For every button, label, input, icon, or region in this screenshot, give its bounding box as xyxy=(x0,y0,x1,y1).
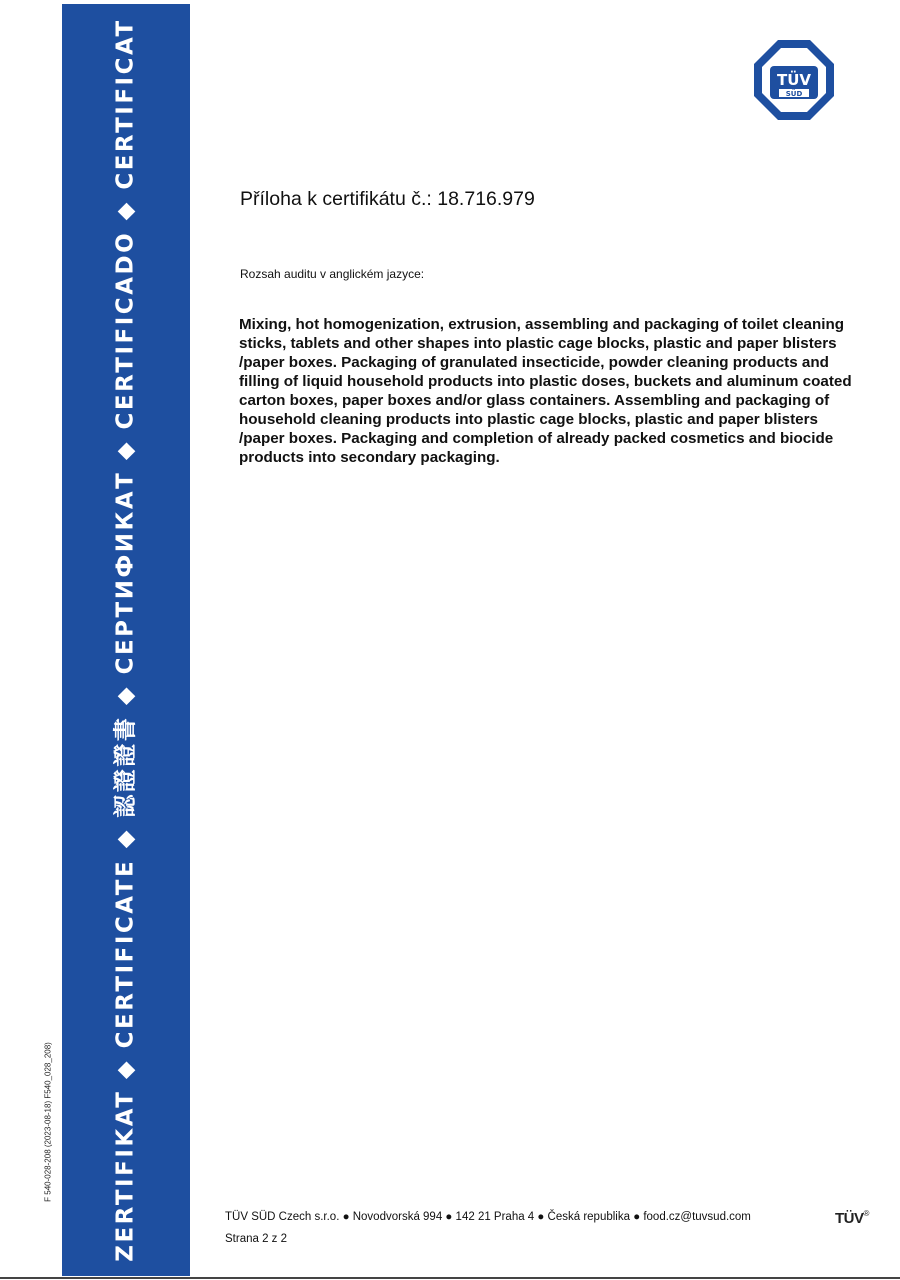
tuv-sud-logo xyxy=(752,38,836,122)
page-title: Příloha k certifikátu č.: 18.716.979 xyxy=(240,188,535,210)
footer-address: TÜV SÜD Czech s.r.o. ● Novodvorská 994 ● 142 21 Praha 4 ● Česká republika ● food.cz@tuvsud.com xyxy=(225,1211,751,1223)
bottom-divider xyxy=(0,1277,900,1279)
footer-tuv-logo xyxy=(835,1210,869,1227)
form-id: F 540-028-208 (2023-08-18) F540_028_208) xyxy=(43,1042,53,1202)
registered-mark: ® xyxy=(863,1209,869,1218)
certificate-band-label: ZERTIFIKAT ◆ CERTIFICATE ◆ 認證證書 ◆ СЕРТИФИКАТ ◆ CERTIFICADO ◆ CERTIFICAT xyxy=(112,18,139,1262)
footer-brand: TÜV xyxy=(835,1210,864,1227)
logo-text-bottom: SÜD xyxy=(785,90,803,98)
tuv-sud-logo-icon xyxy=(752,38,836,122)
page-number: Strana 2 z 2 xyxy=(225,1233,288,1245)
scope-text: Mixing, hot homogenization, extrusion, assembling and packaging of toilet cleaning sticks, tablets and other shapes into plastic cage blocks, plastic and paper blisters /paper boxes. Packaging of granulated insecticide, powder cleaning products and filling of liquid household products into plastic doses, buckets and aluminum coated carton boxes, paper boxes and/or glass containers. Assembling and packaging of household cleaning products into plastic cage blocks, plastic and paper blisters /paper boxes. Packaging and completion of already packed cosmetics and biocide products into secondary packaging. xyxy=(239,316,852,466)
logo-text-top: TÜV xyxy=(776,71,812,89)
scope-label: Rozsah auditu v anglickém jazyce: xyxy=(240,267,425,281)
